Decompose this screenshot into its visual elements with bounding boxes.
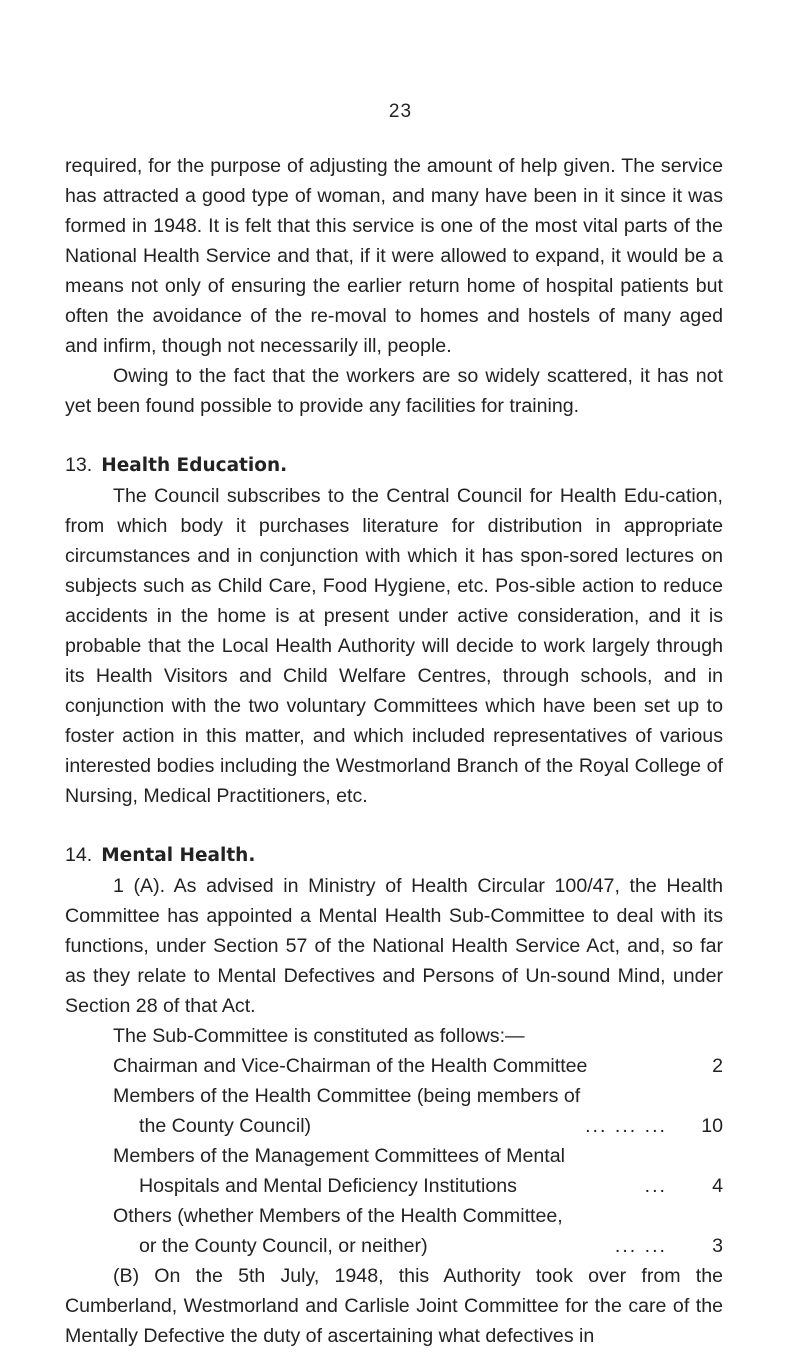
page-number: 23 [388, 101, 413, 122]
member-category: Chairman and Vice-Chairman of the Health Committee [113, 1055, 588, 1077]
list-item [113, 1051, 723, 1081]
leader-dots: ... ... ... [585, 1115, 667, 1137]
list-item [113, 1201, 723, 1261]
member-count: 2 [712, 1055, 723, 1077]
member-category-continued: or the County Council, or neither) [139, 1235, 428, 1257]
section-heading-health-education [65, 450, 723, 481]
paragraph-home-help-continued: required, for the purpose of adjusting the amount of help given. The service has attracted a good type of woman, and many have been in it since it was formed in 1948. It is felt that this service is one of the most vital parts of the National Health Service and that, if it were allowed to expand, it would be a means not only of ensuring the earlier return home of hospital patients but often the avoidance of the re-moval to homes and hostels of many aged and infirm, though not necessarily ill, people. [65, 155, 723, 357]
leader-dots: ... ... [614, 1235, 667, 1257]
paragraph-mental-health-a: 1 (A). As advised in Ministry of Health Circular 100/47, the Health Committee has appointed a Mental Health Sub-Committee to deal with its functions, under Section 57 of the National Health Service Act, and, so far as they relate to Mental Defectives and Persons of Un-sound Mind, under Section 28 of that Act. [65, 875, 723, 1017]
member-count: 4 [712, 1175, 723, 1197]
section-title: Mental Health. [101, 845, 256, 866]
section-number: 14. [65, 844, 93, 866]
member-category: Members of the Health Committee (being members of [113, 1085, 581, 1107]
member-category: Others (whether Members of the Health Committee, [113, 1205, 563, 1227]
paragraph-mental-health-b: (B) On the 5th July, 1948, this Authority took over from the Cumberland, Westmorland and Carlisle Joint Committee for the care of the Mentally Defective the duty of ascertaining what defectives in [65, 1265, 723, 1347]
list-item [113, 1081, 723, 1141]
member-count: 10 [701, 1115, 723, 1137]
member-category-continued: the County Council) [139, 1115, 312, 1137]
section-mental-health [65, 840, 723, 1351]
list-item [113, 1141, 723, 1201]
body-text [65, 151, 723, 1351]
member-category-continued: Hospitals and Mental Deficiency Institutions [139, 1175, 517, 1197]
member-category: Members of the Management Committees of Mental [113, 1145, 565, 1167]
paragraph-training: Owing to the fact that the workers are so widely scattered, it has not yet been found possible to provide any facilities for training. [65, 365, 723, 417]
member-count: 3 [712, 1235, 723, 1257]
section-title: Health Education. [101, 455, 288, 476]
section-number: 13. [65, 454, 93, 476]
leader-dots: ... [644, 1175, 667, 1197]
paragraph-health-education: The Council subscribes to the Central Council for Health Edu-cation, from which body it purchases literature for distribution in appropriate circumstances and in conjunction with which it has spon-sored lectures on subjects such as Child Care, Food Hygiene, etc. Pos-sible action to reduce accidents in the home is at present under active consideration, and it is probable that the Local Health Authority will decide to work largely through its Health Visitors and Child Welfare Centres, through schools, and in conjunction with the two voluntary Committees which have been set up to foster action in this matter, and which included representatives of various interested bodies including the Westmorland Branch of the Royal College of Nursing, Medical Practitioners, etc. [65, 485, 723, 807]
subcommittee-member-list [65, 1051, 723, 1261]
section-heading-mental-health [65, 840, 723, 871]
section-health-education [65, 450, 723, 811]
paragraph-subcommittee-intro: The Sub-Committee is constituted as follows:— [113, 1025, 525, 1047]
